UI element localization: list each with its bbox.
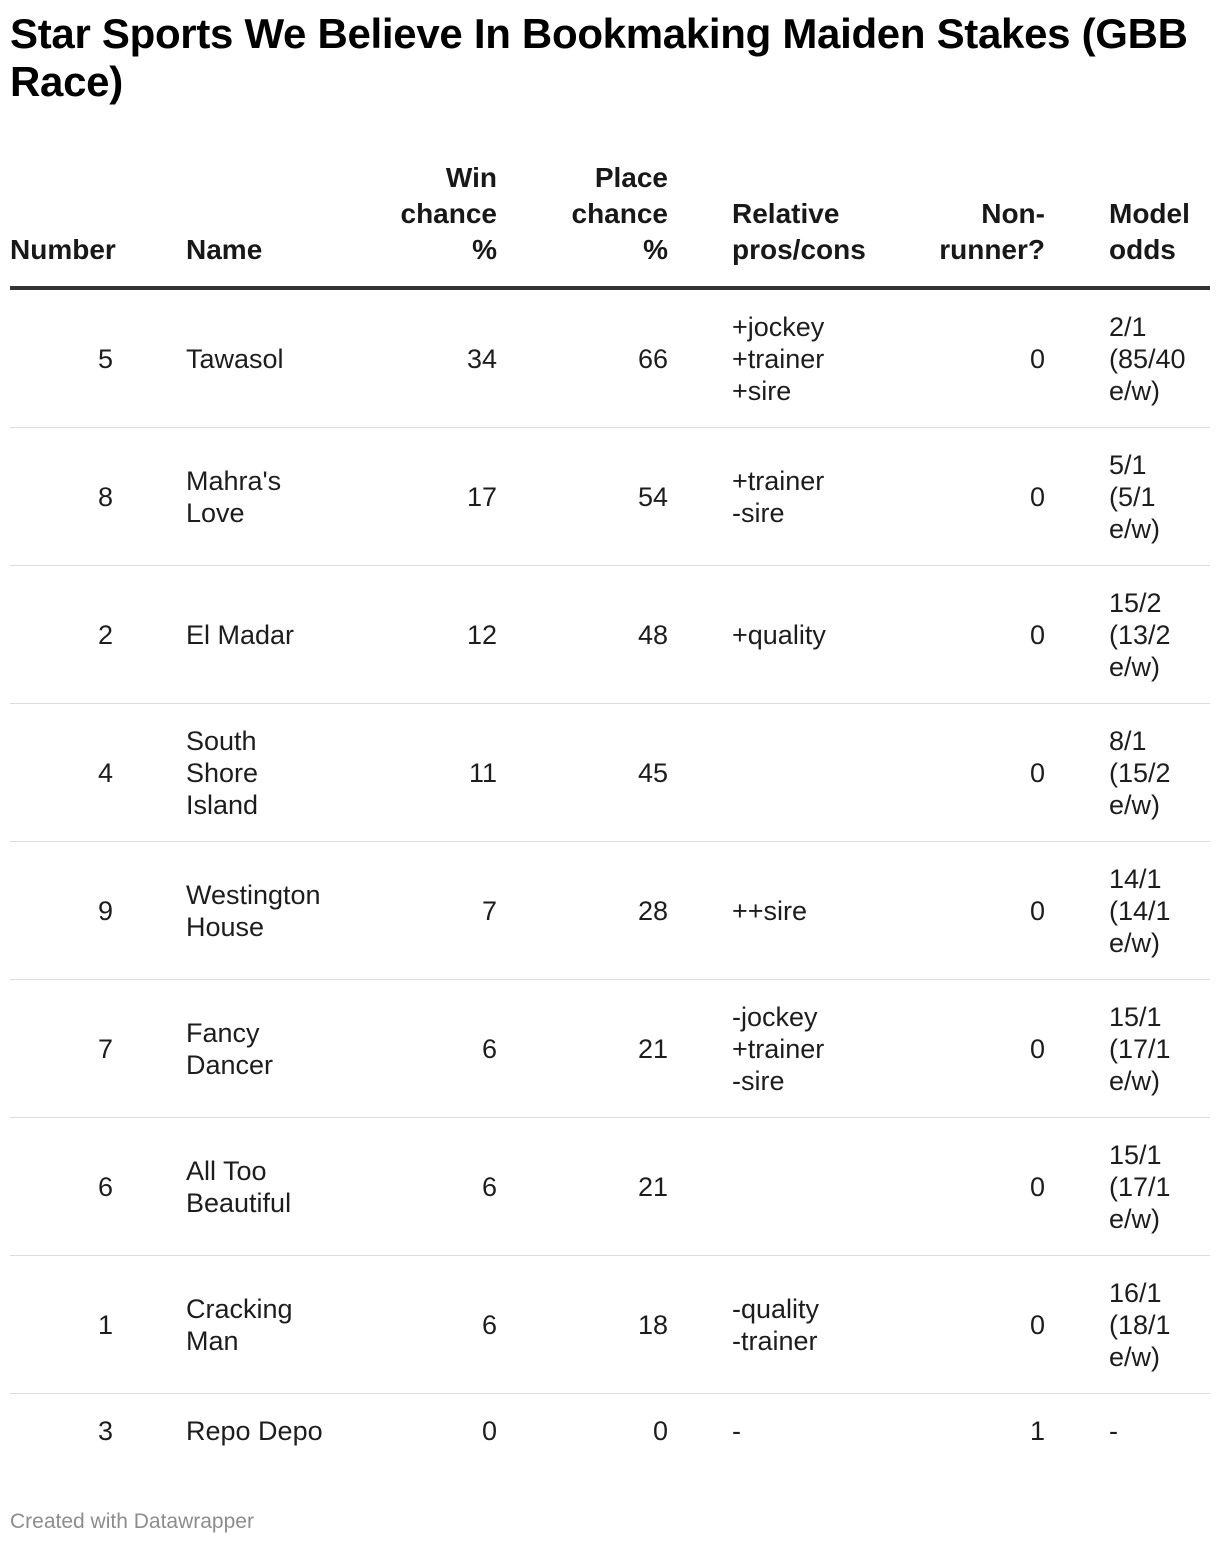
table-row [10,980,1210,1118]
cell-number: 9 [97,895,113,926]
cell-model-odds-line: - [1109,1416,1118,1446]
cell-name-line: Shore [186,757,259,788]
header-nonrunner-line: runner? [939,234,1045,265]
cell-win-chance: 6 [481,1309,497,1340]
cell-relative-pros-cons [732,980,892,1118]
cell-model-odds-line: 2/1 [1109,311,1147,342]
cell-name-line: Tawasol [186,343,284,374]
cell-name-line: Repo Depo [186,1416,323,1446]
cell-relative-pros-cons-line: +trainer [732,343,825,374]
cell-number: 2 [97,619,113,650]
cell-model-odds [1109,1256,1210,1394]
cell-relative-pros-cons-line: +quality [732,619,826,650]
table-row [10,842,1210,980]
cell-win-chance: 7 [481,895,497,926]
cell-place-chance: 45 [637,757,668,788]
header-rel-line: Relative [732,198,840,229]
cell-number: 4 [97,757,113,788]
cell-name-line: Love [186,497,245,528]
cell-name [186,1118,368,1256]
cell-relative-pros-cons [732,704,892,842]
cell-place-chance: 48 [637,619,668,650]
cell-win-chance: 34 [466,343,497,374]
cell-model-odds-line: 15/1 [1109,1001,1162,1032]
cell-name-line: Island [186,789,259,820]
header-relative-pros-cons [732,160,892,288]
table-row [10,288,1210,428]
cell-name-line: Fancy [186,1017,260,1048]
cell-number: 5 [97,343,113,374]
cell-relative-pros-cons-line: +trainer [732,1033,825,1064]
header-win-line: Win [445,162,497,193]
header-number [10,160,116,288]
header-place-chance [539,160,668,288]
cell-win-chance: 0 [481,1416,497,1446]
cell-model-odds-line: e/w) [1109,375,1161,406]
cell-relative-pros-cons [732,1118,892,1256]
cell-relative-pros-cons-line: +trainer [732,465,825,496]
cell-relative-pros-cons [732,1394,892,1469]
cell-model-odds-line: 8/1 [1109,725,1147,756]
cell-model-odds-line: (15/2 [1109,757,1171,788]
table-row [10,1256,1210,1394]
cell-model-odds [1109,704,1210,842]
cell-relative-pros-cons-line: -sire [732,1065,785,1096]
cell-relative-pros-cons [732,1256,892,1394]
cell-non-runner: 0 [1029,481,1045,512]
header-rel-line: pros/cons [732,234,866,265]
cell-non-runner: 1 [1029,1416,1045,1446]
cell-relative-pros-cons-line: -jockey [732,1001,818,1032]
header-model-odds [1109,160,1210,288]
cell-non-runner: 0 [1029,895,1045,926]
cell-relative-pros-cons-line: -trainer [732,1325,818,1356]
cell-place-chance: 28 [637,895,668,926]
cell-model-odds-line: (13/2 [1109,619,1171,650]
race-table [10,160,1210,1468]
cell-non-runner: 0 [1029,619,1045,650]
cell-place-chance: 21 [637,1171,668,1202]
chart-title: Star Sports We Believe In Bookmaking Maiden Stakes (GBB Race) [10,10,1188,105]
cell-number: 3 [97,1416,113,1446]
cell-name-line: El Madar [186,619,295,650]
cell-relative-pros-cons [732,842,892,980]
cell-non-runner: 0 [1029,1171,1045,1202]
cell-model-odds [1109,288,1210,428]
cell-relative-pros-cons-line: - [732,1416,741,1446]
cell-relative-pros-cons [732,288,892,428]
cell-model-odds-line: (17/1 [1109,1033,1171,1064]
cell-name-line: House [186,911,265,942]
cell-win-chance: 6 [481,1171,497,1202]
header-place-line: chance [571,198,668,229]
cell-name [186,842,368,980]
table-row [10,566,1210,704]
header-odds-line: Model [1109,198,1190,229]
cell-relative-pros-cons-line: ++sire [732,895,808,926]
table-body [10,288,1210,1468]
header-place-line: % [643,234,668,265]
cell-name-line: Westington [186,879,321,910]
cell-win-chance: 11 [468,757,497,788]
cell-model-odds [1109,842,1210,980]
cell-model-odds-line: (85/40 [1109,343,1186,374]
header-win-line: chance [400,198,497,229]
cell-model-odds-line: 16/1 [1109,1277,1162,1308]
cell-model-odds [1109,1394,1210,1469]
cell-number: 6 [97,1171,113,1202]
cell-place-chance: 66 [637,343,668,374]
cell-non-runner: 0 [1029,1033,1045,1064]
cell-model-odds [1109,980,1210,1118]
cell-place-chance: 54 [637,481,668,512]
cell-name [186,704,368,842]
cell-win-chance: 17 [466,481,497,512]
footer-credit: Created with Datawrapper [10,1510,254,1533]
cell-name [186,566,368,704]
cell-model-odds [1109,428,1210,566]
header-number-line: Number [10,234,116,265]
cell-name [186,1256,368,1394]
table-row [10,428,1210,566]
cell-model-odds-line: (18/1 [1109,1309,1171,1340]
cell-name-line: All Too [186,1155,267,1186]
cell-model-odds-line: (14/1 [1109,895,1171,926]
cell-model-odds-line: 14/1 [1109,863,1162,894]
cell-model-odds-line: e/w) [1109,513,1161,544]
table-row [10,1118,1210,1256]
cell-model-odds-line: 15/1 [1109,1139,1162,1170]
cell-relative-pros-cons-line: +jockey [732,311,825,342]
cell-model-odds-line: 15/2 [1109,587,1162,618]
cell-non-runner: 0 [1029,343,1045,374]
header-row [10,160,1210,288]
header-place-line: Place [594,162,668,193]
header-win-line: % [472,234,497,265]
header-win-chance [368,160,497,288]
cell-model-odds-line: e/w) [1109,1065,1161,1096]
cell-model-odds-line: e/w) [1109,1203,1161,1234]
header-nonrunner-line: Non- [981,198,1045,229]
cell-relative-pros-cons [732,428,892,566]
cell-non-runner: 0 [1029,1309,1045,1340]
cell-model-odds-line: (5/1 [1109,481,1156,512]
cell-model-odds [1109,1118,1210,1256]
cell-number: 7 [97,1033,113,1064]
cell-name [186,288,368,428]
cell-model-odds [1109,566,1210,704]
cell-model-odds-line: e/w) [1109,1341,1161,1372]
cell-model-odds-line: e/w) [1109,789,1161,820]
cell-number: 1 [97,1309,113,1340]
cell-name-line: South [186,725,257,756]
header-name-line: Name [186,234,263,265]
cell-number: 8 [97,481,113,512]
cell-win-chance: 6 [481,1033,497,1064]
header-name [186,160,368,288]
cell-name [186,980,368,1118]
cell-model-odds-line: e/w) [1109,927,1161,958]
cell-model-odds-line: e/w) [1109,651,1161,682]
table-row [10,704,1210,842]
cell-name-line: Mahra's [186,465,282,496]
cell-place-chance: 0 [652,1416,668,1446]
cell-name [186,1394,368,1469]
cell-name [186,428,368,566]
cell-relative-pros-cons-line: -quality [732,1293,820,1324]
cell-relative-pros-cons-line: -sire [732,497,785,528]
cell-place-chance: 18 [637,1309,668,1340]
cell-name-line: Dancer [186,1049,274,1080]
cell-name-line: Cracking [186,1293,293,1324]
cell-win-chance: 12 [466,619,497,650]
cell-name-line: Man [186,1325,239,1356]
cell-non-runner: 0 [1029,757,1045,788]
header-non-runner [892,160,1045,288]
header-odds-line: odds [1109,234,1176,265]
cell-relative-pros-cons [732,566,892,704]
cell-relative-pros-cons-line: +sire [732,375,792,406]
cell-model-odds-line: (17/1 [1109,1171,1171,1202]
cell-model-odds-line: 5/1 [1109,449,1147,480]
cell-place-chance: 21 [637,1033,668,1064]
cell-name-line: Beautiful [186,1187,292,1218]
table-row [10,1394,1210,1469]
